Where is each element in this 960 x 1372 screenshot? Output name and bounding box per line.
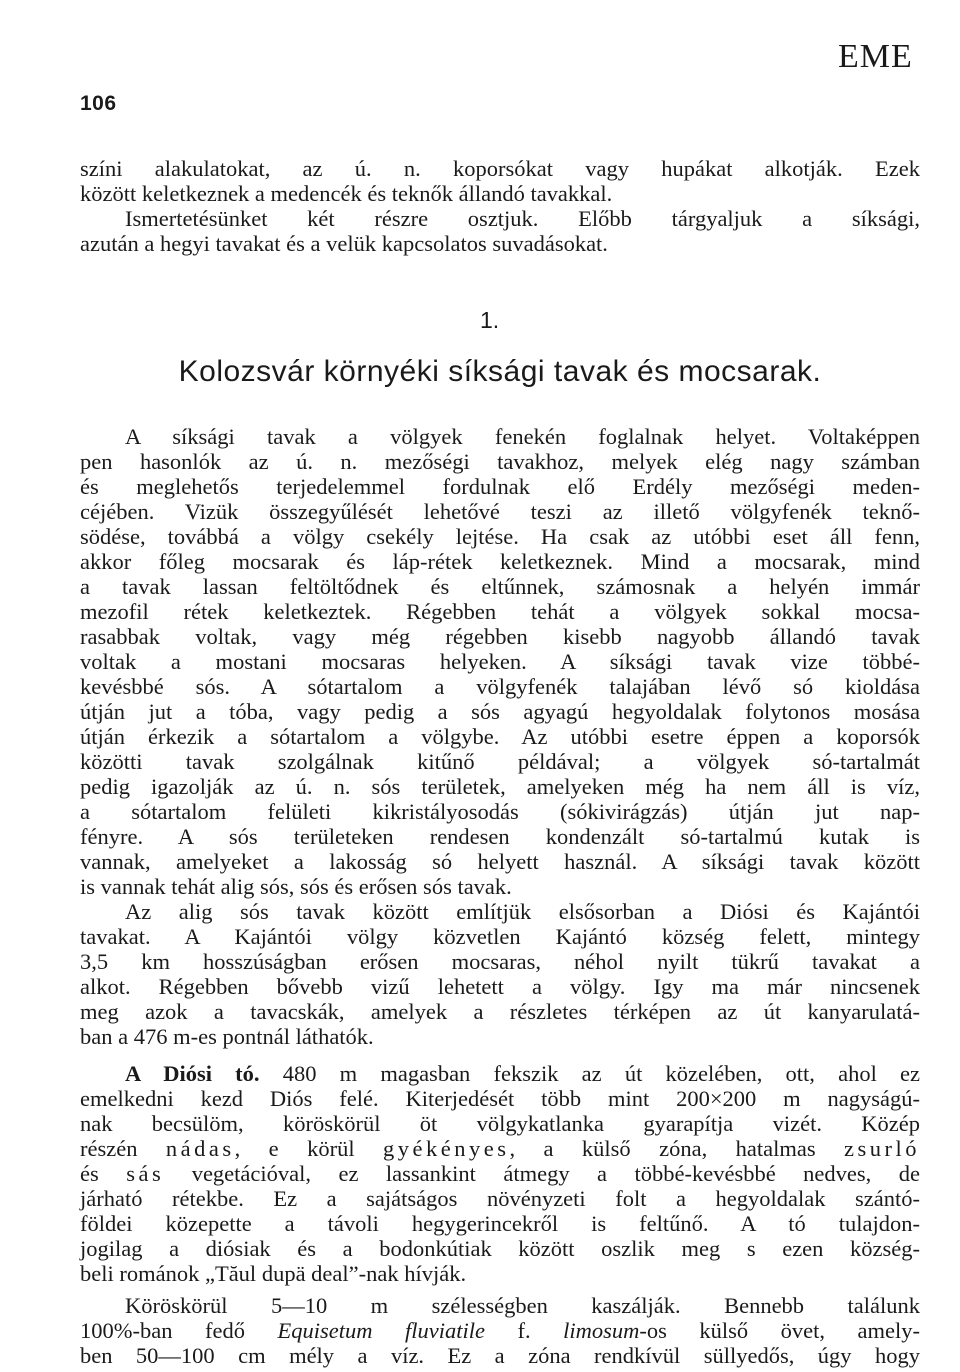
text-line: Ismertetésünket két részre osztjuk. Előbb tárgyaljuk a síksági, xyxy=(125,206,920,231)
text-line xyxy=(80,1161,920,1186)
text-line xyxy=(80,1136,920,1161)
text-line: is vannak tehát alig sós, sós és erősen sós tavak. xyxy=(80,874,512,899)
text-line: ben 50—100 cm mély a víz. Ez a zóna rendkívül süllyedős, úgy hogy xyxy=(80,1343,920,1368)
text-line: mezofil rétek keletkeztek. Régebben tehát a völgyek sokkal mocsa- xyxy=(80,599,920,624)
species-name: Equisetum fluviatile xyxy=(277,1318,485,1343)
text-line: pen hasonlók az ú. n. mezőségi tavakhoz, melyek elég nagy számban xyxy=(80,449,920,474)
text-span: vegetációval, ez lassankint átmegy a többé-kevésbbé nedves, de xyxy=(164,1161,920,1186)
species-name: limosum xyxy=(563,1318,640,1343)
text-span: , a külső zóna, hatalmas xyxy=(509,1136,845,1161)
spaced-term: nádas xyxy=(165,1136,235,1161)
spaced-term: sás xyxy=(126,1161,165,1186)
text-line: emelkedni kezd Diós felé. Kiterjedését több mint 200×200 m nagyságú- xyxy=(80,1086,920,1111)
paragraph-heading: A Diósi tó. xyxy=(125,1061,260,1086)
text-line: tavakat. A Kajántói völgy közvetlen Kajántó község felett, mintegy xyxy=(80,924,920,949)
text-span: 100%-ban fedő xyxy=(80,1318,278,1343)
text-line: útján érkezik a sótartalom a völgybe. Az utóbbi esetre éppen a koporsók xyxy=(80,724,920,749)
section-title: Kolozsvár környéki síksági tavak és mocsarak. xyxy=(178,355,822,388)
page-number: 106 xyxy=(80,92,117,115)
text-line xyxy=(80,1318,920,1343)
text-line: járható rétekbe. Ez a sajátságos növényzeti folt a hegyoldalak szántó- xyxy=(80,1186,920,1211)
header-logo: EME xyxy=(838,38,913,75)
text-span: -os külső övet, amely- xyxy=(639,1318,921,1343)
text-line: voltak a mostani mocsaras helyeken. A síksági tavak vize többé- xyxy=(80,649,920,674)
text-line: meg azok a tavacskák, amelyek a részletes térképen az út kanyarulatá- xyxy=(80,999,920,1024)
text-line: a sótartalom felületi kikristályosodás (sókivirágzás) útján jut nap- xyxy=(80,799,920,824)
text-line: útján jut a tóba, vagy pedig a sós agyagú hegyoldalak folytonos mosása xyxy=(80,699,920,724)
text-line: földei közepette a távoli hegygerincekről is feltűnő. A tó tulajdon- xyxy=(80,1211,920,1236)
spaced-term: gyékényes xyxy=(383,1136,510,1161)
spaced-term: zsurló xyxy=(844,1136,921,1161)
text-span: és xyxy=(80,1161,127,1186)
text-line: södése, továbbá a völgy csekély lejtése. Ha csak az utóbbi eset áll fenn, xyxy=(80,524,920,549)
text-line: rasabbak voltak, vagy még régebben kisebb nagyobb állandó tavak xyxy=(80,624,920,649)
text-span: , e körül xyxy=(234,1136,383,1161)
text-line: vannak, amelyeket a lakosság só helyett használ. A síksági tavak között xyxy=(80,849,920,874)
text-line: A síksági tavak a völgyek fenekén foglalnak helyet. Voltaképpen xyxy=(125,424,920,449)
text-line: nak becsülöm, köröskörül öt völgykatlanka gyarapítja vizét. Közép xyxy=(80,1111,920,1136)
text-line: Köröskörül 5—10 m szélességben kaszálják. Bennebb találunk xyxy=(125,1293,920,1318)
text-line: ban a 476 m-es pontnál láthatók. xyxy=(80,1024,374,1049)
text-span: f. xyxy=(484,1318,564,1343)
text-line xyxy=(125,1061,920,1086)
text-line: Az alig sós tavak között említjük elsősorban a Diósi és Kajántói xyxy=(125,899,920,924)
text-line: fényre. A sós területeken rendesen kondenzált só-tartalmú kutak is xyxy=(80,824,920,849)
text-line: a tavak lassan feltöltődnek és eltűnnek, számosnak a helyén immár xyxy=(80,574,920,599)
text-span: részén xyxy=(80,1136,166,1161)
text-line: 3,5 km hosszúságban erősen mocsaras, néhol nyilt tükrű tavakat a xyxy=(80,949,920,974)
text-line: azután a hegyi tavakat és a velük kapcsolatos suvadásokat. xyxy=(80,231,608,256)
text-line: céjében. Vizük összegyűlését lehetővé teszi az illető völgyfenék teknő- xyxy=(80,499,920,524)
section-number: 1. xyxy=(480,307,500,333)
text-line: pedig igazolják az ú. n. sós területek, amelyeken még ha nem áll is víz, xyxy=(80,774,920,799)
text-span: 480 m magasban fekszik az út közelében, ott, ahol ez xyxy=(259,1061,920,1086)
text-line: és meglehetős terjedelemmel fordulnak elő Erdély mezőségi meden- xyxy=(80,474,920,499)
text-line: jogilag a diósiak és a bodonkútiak között oszlik meg s ezen község- xyxy=(80,1236,920,1261)
text-line: akkor főleg mocsarak és láp-rétek keletkeznek. Mind a mocsarak, mind xyxy=(80,549,920,574)
text-line: között keletkeznek a medencék és teknők állandó tavakkal. xyxy=(80,181,613,206)
text-line: közötti tavak szolgálnak kitűnő példával; a völgyek só-tartalmát xyxy=(80,749,920,774)
text-line: beli románok „Tăul dupä deal”-nak hívják. xyxy=(80,1261,467,1286)
text-line: színi alakulatokat, az ú. n. koporsókat vagy hupákat alkotják. Ezek xyxy=(80,156,920,181)
text-line: alkot. Régebben bővebb vizű lehetett a völgy. Igy ma már nincsenek xyxy=(80,974,920,999)
text-line: kevésbbé sós. A sótartalom a völgyfenék talajában lévő só kioldása xyxy=(80,674,920,699)
